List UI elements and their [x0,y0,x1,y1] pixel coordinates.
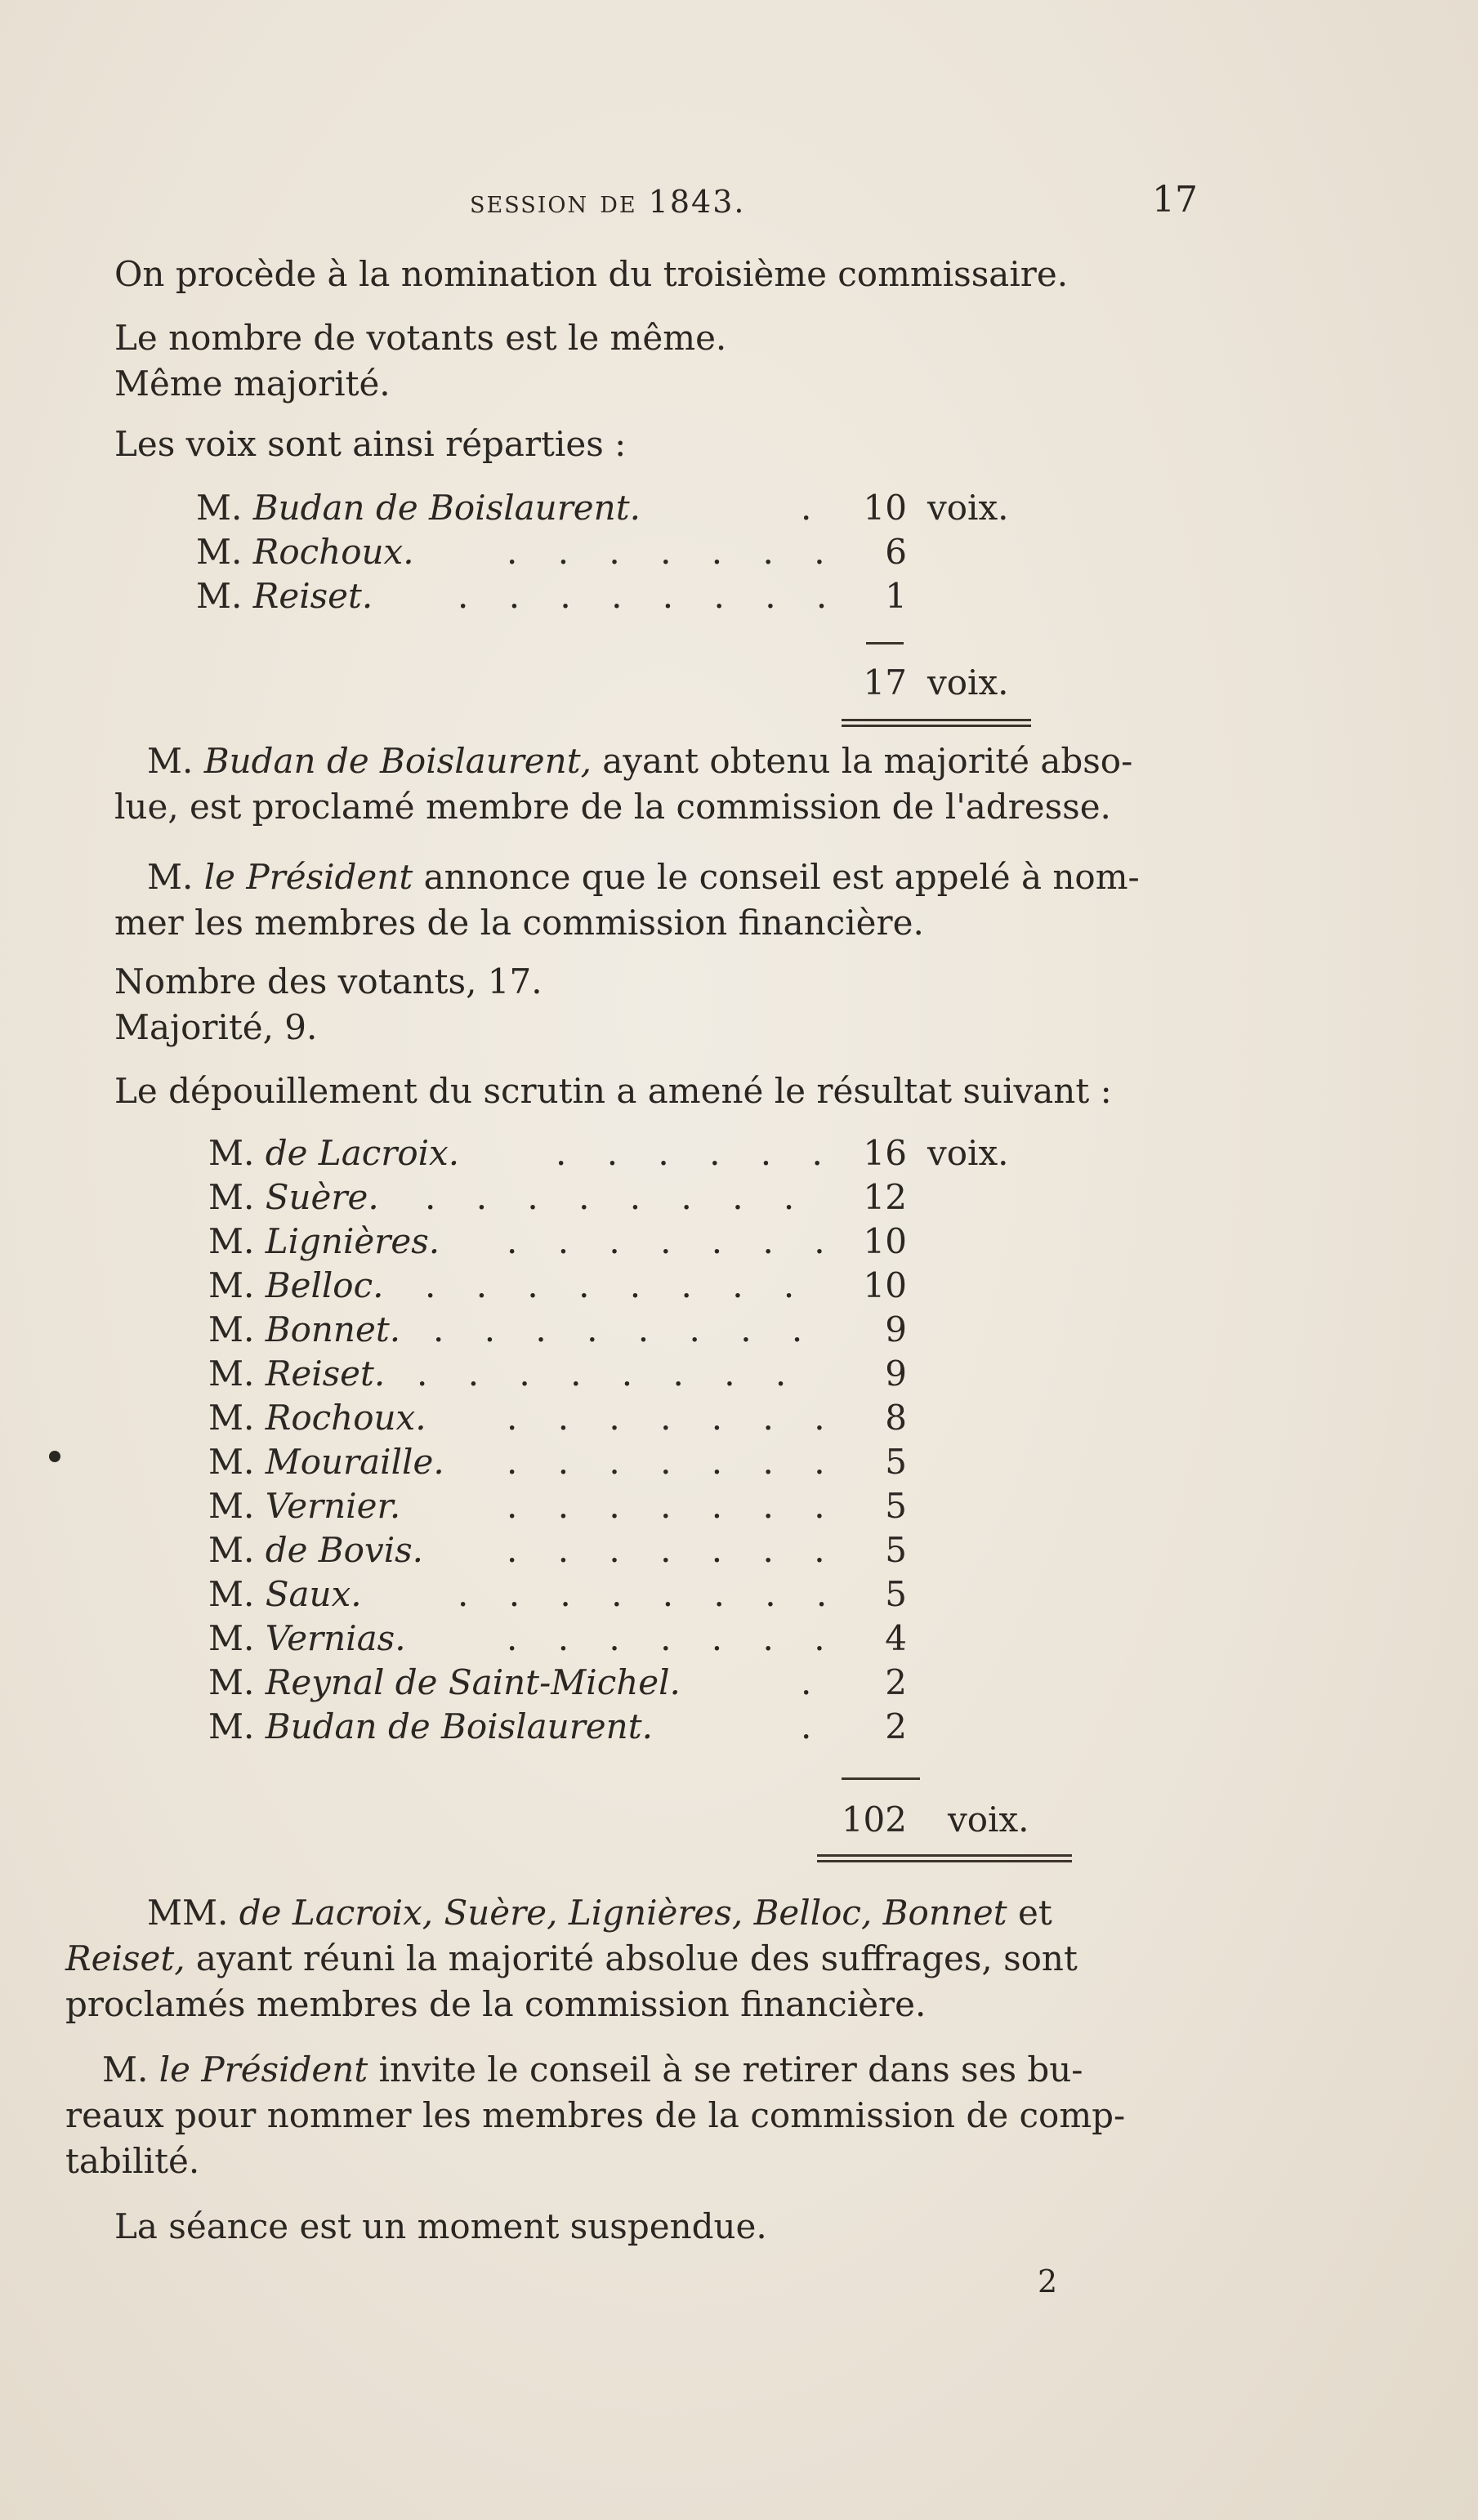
vote-prefix: M. [208,1354,255,1394]
vote-prefix: M. [208,1177,255,1217]
vote-count: 9 [885,1354,907,1394]
paragraph-elus-line2 [65,1934,1078,1983]
name-emphasis: Suère, [444,1893,558,1933]
candidate-name: Lignières. [265,1221,440,1261]
candidate-name: Reynal de Saint-Michel. [265,1662,681,1702]
vote-count: 10 [863,1221,907,1261]
name-emphasis: le Président [159,2049,368,2090]
running-title: session de 1843. [470,184,746,220]
leader-dots: . . . . . . . . [458,1574,842,1614]
leader-dots: . [801,488,812,528]
double-rule [817,1854,1072,1862]
vote-count: 8 [885,1398,907,1438]
vote-total-unit: voix. [948,1800,1029,1840]
candidate-name: de Lacroix. [265,1133,460,1173]
vote-prefix: M. [208,1530,255,1570]
vote-row [208,1173,379,1222]
vote-prefix: M. [208,1574,255,1614]
candidate-name: Bonnet. [265,1309,401,1349]
vote-prefix: M. [208,1618,255,1658]
vote-unit: voix. [927,488,1009,528]
vote-prefix: M. [196,576,243,616]
nombre-votants: Nombre des votants, 17. [114,961,543,1001]
leader-dots: . [801,1706,812,1746]
vote-row [208,1394,426,1443]
vote-prefix: M. [208,1398,255,1438]
vote-row [208,1129,459,1178]
name-emphasis: Lignières, [568,1893,743,1933]
candidate-name: Reiset. [265,1354,386,1394]
leader-dots: . . . . . . . [507,1530,840,1570]
vote-count: 2 [885,1706,907,1746]
paragraph-depouillement: Le dépouillement du scrutin a amené le résultat suivant : [114,1071,1112,1111]
vote-row [208,1482,400,1531]
paragraph-elus-line1 [147,1889,1052,1938]
paragraph-president-line1 [147,853,1140,902]
majorite: Majorité, 9. [114,1007,318,1047]
text: et [1018,1893,1052,1933]
paragraph-repartition: Les voix sont ainsi réparties : [114,424,627,464]
vote-count: 6 [885,532,907,572]
leader-dots: . . . . . . . . [425,1265,810,1305]
double-rule [842,719,1031,727]
vote-count: 12 [863,1177,907,1217]
vote-count: 5 [885,1442,907,1482]
prefix: M. [102,2049,149,2090]
candidate-name: Rochoux. [265,1398,426,1438]
vote-row [208,1526,423,1575]
vote-row [196,528,414,577]
text: annonce que le conseil est appelé à nom- [423,857,1140,897]
vote-prefix: M. [208,1309,255,1349]
vote-row [196,484,641,533]
text: ayant obtenu la majorité abso- [602,741,1133,781]
candidate-name: Rochoux. [252,532,414,572]
vote-count: 10 [863,488,907,528]
prefix: M. [147,857,194,897]
leader-dots: . [801,1662,812,1702]
paragraph-invite-line2: reaux pour nommer les membres de la commission de comp- [65,2095,1126,2135]
leader-dots: . . . . . . [556,1133,837,1173]
vote-row [196,572,373,621]
paragraph-president-line2: mer les membres de la commission financière. [114,903,924,943]
candidate-name: Mouraille. [265,1442,444,1482]
vote-prefix: M. [208,1221,255,1261]
candidate-name: Suère. [265,1177,379,1217]
leader-dots: . . . . . . . . [433,1309,818,1349]
name-emphasis: Reiset, [65,1938,185,1978]
candidate-name: Saux. [265,1574,362,1614]
leader-dots: . . . . . . . . [417,1354,802,1394]
paragraph-majorite: Même majorité. [114,364,391,404]
name-emphasis: Budan de Boislaurent, [203,741,592,781]
vote-row [208,1658,681,1707]
vote-prefix: M. [208,1133,255,1173]
text: ayant réuni la majorité absolue des suffrages, sont [195,1938,1078,1978]
leader-dots: . . . . . . . [507,1398,840,1438]
vote-count: 4 [885,1618,907,1658]
candidate-name: Belloc. [265,1265,384,1305]
margin-mark-dot [49,1451,60,1462]
vote-row [208,1217,440,1266]
vote-row [208,1438,444,1487]
text: invite le conseil à se retirer dans ses bu- [378,2049,1083,2090]
vote-count: 2 [885,1662,907,1702]
vote-row [208,1570,362,1619]
vote-prefix: M. [208,1706,255,1746]
paragraph-invite-line1 [102,2045,1083,2094]
vote-prefix: M. [208,1442,255,1482]
paragraph-nomination: On procède à la nomination du troisième commissaire. [114,254,1069,294]
vote-prefix: M. [208,1486,255,1526]
paragraph-budan-line1 [147,737,1132,786]
vote-count: 5 [885,1574,907,1614]
leader-dots: . . . . . . . . [458,576,842,616]
vote-prefix: M. [208,1662,255,1702]
sum-rule [842,1777,920,1780]
vote-row [208,1702,653,1751]
name-emphasis: Belloc, [753,1893,873,1933]
candidate-name: Budan de Boislaurent. [252,488,641,528]
paragraph-votants: Le nombre de votants est le même. [114,318,727,358]
vote-count: 5 [885,1530,907,1570]
candidate-name: Reiset. [252,576,373,616]
vote-total: 17 [863,662,907,702]
name-emphasis: Bonnet [882,1893,1007,1933]
leader-dots: . . . . . . . [507,532,840,572]
vote-count: 1 [885,576,907,616]
paragraph-suspendue: La séance est un moment suspendue. [114,2206,767,2246]
paragraph-budan-line2: lue, est proclamé membre de la commission de l'adresse. [114,787,1111,827]
vote-prefix: M. [196,532,243,572]
vote-count: 10 [863,1265,907,1305]
vote-prefix: M. [208,1265,255,1305]
leader-dots: . . . . . . . [507,1618,840,1658]
leader-dots: . . . . . . . [507,1486,840,1526]
vote-count: 9 [885,1309,907,1349]
prefix: MM. [147,1893,229,1933]
paragraph-invite-line3: tabilité. [65,2141,200,2181]
leader-dots: . . . . . . . [507,1442,840,1482]
vote-row [208,1349,385,1398]
name-emphasis: de Lacroix, [239,1893,434,1933]
vote-count: 5 [885,1486,907,1526]
page-number: 17 [1152,179,1198,221]
sum-rule [866,642,904,644]
prefix: M. [147,741,194,781]
vote-row [208,1614,406,1663]
leader-dots: . . . . . . . [507,1221,840,1261]
name-emphasis: le Président [203,857,413,897]
candidate-name: Vernier. [265,1486,401,1526]
signature-mark: 2 [1038,2264,1058,2299]
vote-unit: voix. [927,1133,1009,1173]
vote-total: 102 [841,1800,907,1840]
vote-row [208,1305,400,1354]
vote-row [208,1261,383,1310]
candidate-name: Budan de Boislaurent. [265,1706,653,1746]
candidate-name: Vernias. [265,1618,406,1658]
vote-prefix: M. [196,488,243,528]
leader-dots: . . . . . . . . [425,1177,810,1217]
paragraph-elus-line3: proclamés membres de la commission financière. [65,1984,927,2024]
vote-count: 16 [863,1133,907,1173]
candidate-name: de Bovis. [265,1530,424,1570]
vote-total-unit: voix. [927,662,1009,702]
